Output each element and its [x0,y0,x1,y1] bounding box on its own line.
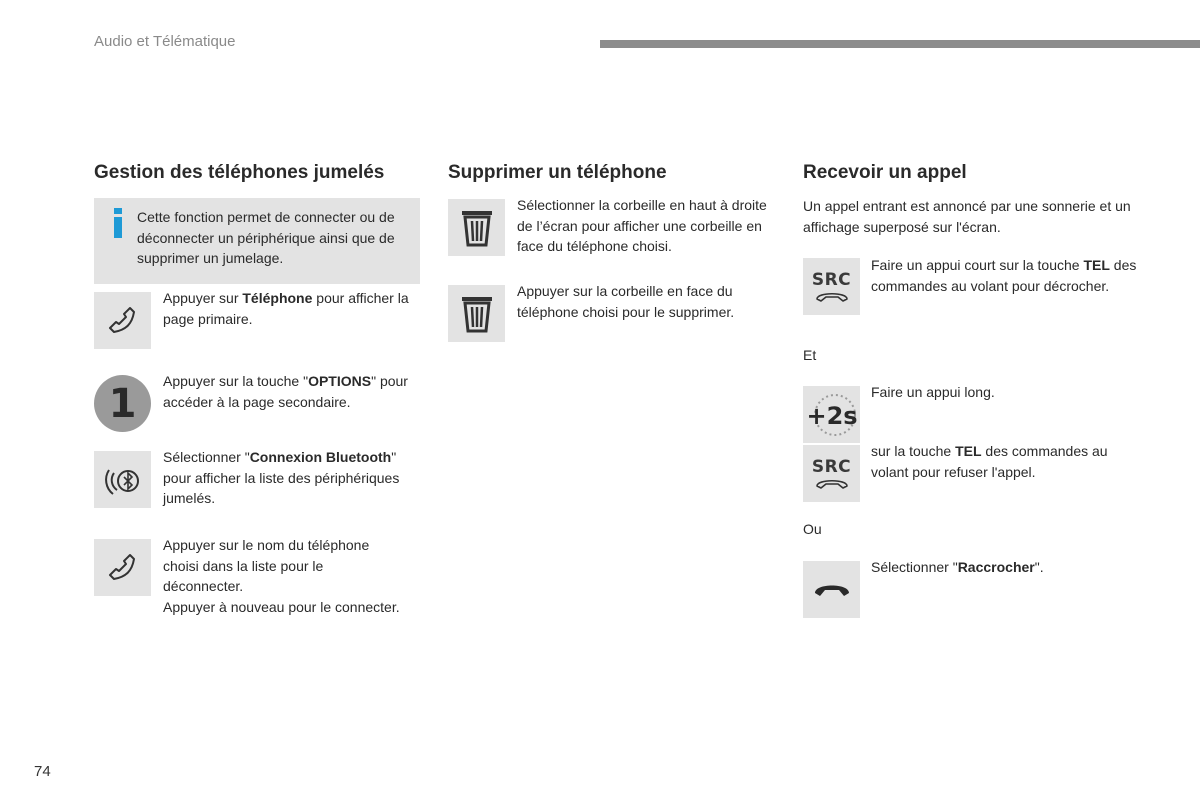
section-title: Audio et Télématique [94,33,236,50]
step-text-options: Appuyer sur la touche "OPTIONS" pour accéder à la page secondaire. [163,373,408,410]
step-text-phone: Appuyer sur Téléphone pour afficher la page primaire. [163,290,409,327]
step-text-disconnect: Appuyer sur le nom du téléphone choisi dans la liste pour le déconnecter. Appuyer à nouveau pour le connecter. [163,537,400,615]
bluetooth-icon [94,451,151,508]
src-button-icon: SRC [803,258,860,315]
page-number: 74 [34,763,51,780]
info-icon [111,208,125,238]
step-text-answer: Faire un appui court sur la touche TEL des commandes au volant pour décrocher. [871,257,1137,294]
conjunction-ou: Ou [803,521,822,537]
heading-paired-phones: Gestion des téléphones jumelés [94,162,385,183]
trash-icon [448,285,505,342]
step-text-long-press: Faire un appui long. [871,384,995,400]
step-text-bluetooth: Sélectionner "Connexion Bluetooth" pour afficher la liste des périphériques jumelés. [163,449,400,506]
src-button-icon: SRC [803,445,860,502]
step-text-reject: sur la touche TEL des commandes au volant pour refuser l'appel. [871,443,1108,480]
svg-text:+2s: +2s [805,401,858,430]
step-text-hang-up: Sélectionner "Raccrocher". [871,559,1044,575]
trash-icon [448,199,505,256]
step-number-icon: 1 [94,375,151,432]
info-text: Cette fonction permet de connecter ou de déconnecter un périphérique ainsi que de supprimer un jumelage. [137,209,395,266]
hang-up-icon [803,561,860,618]
info-box [94,198,420,284]
header-bar [600,40,1200,48]
heading-delete-phone: Supprimer un téléphone [448,162,667,183]
long-press-2s-icon [803,386,860,443]
phone-handset-icon [94,292,151,349]
heading-receive-call: Recevoir un appel [803,162,967,183]
step-text-select-trash: Sélectionner la corbeille en haut à droite de l’écran pour afficher une corbeille en face du téléphone choisi. [517,197,767,254]
phone-handset-icon [94,539,151,596]
conjunction-et: Et [803,347,817,363]
step-text-delete: Appuyer sur la corbeille en face du téléphone choisi pour le supprimer. [517,283,735,320]
intro-text: Un appel entrant est annoncé par une sonnerie et un affichage superposé sur l'écran. [803,198,1131,235]
